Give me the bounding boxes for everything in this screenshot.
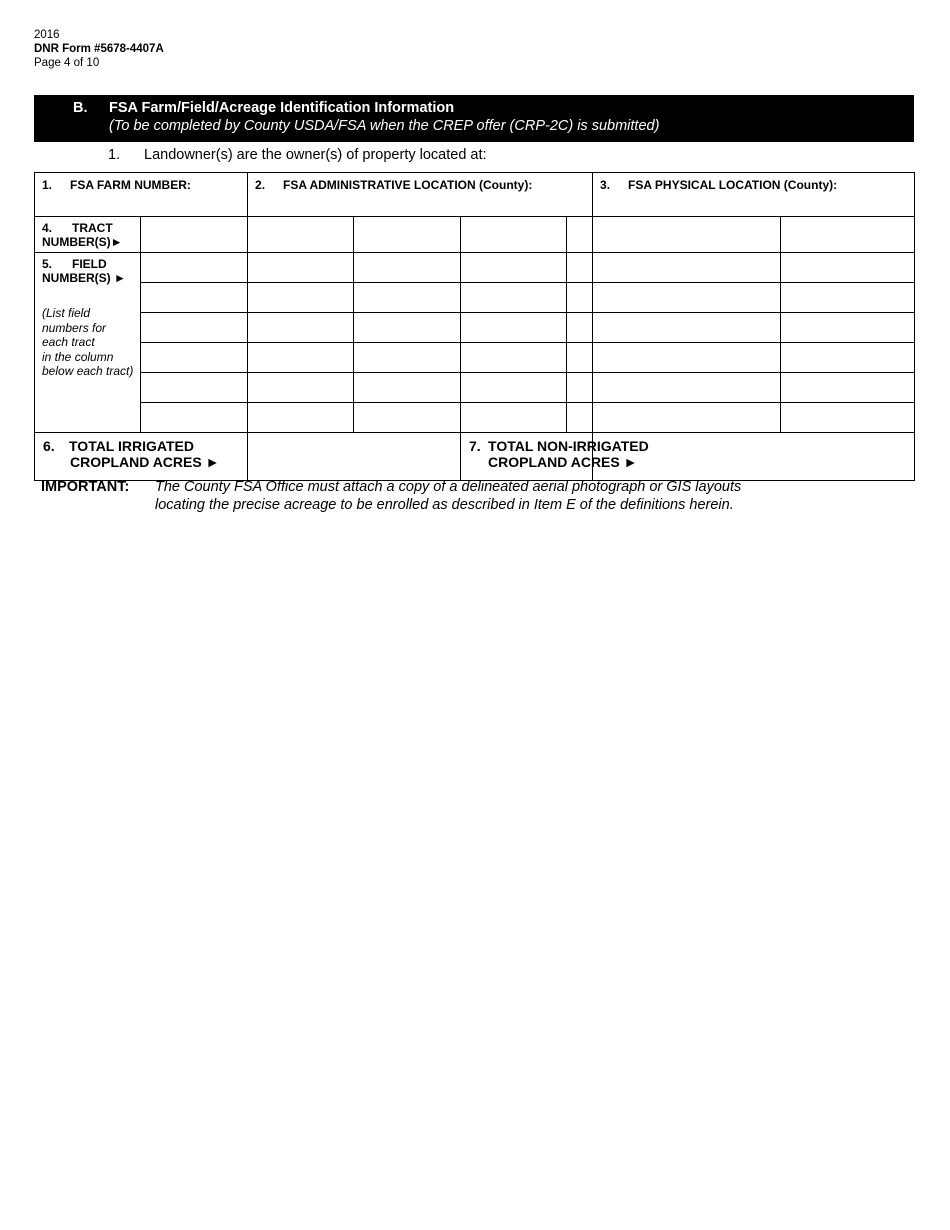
total-non-irrigated-label: 7. TOTAL NON-IRRIGATED CROPLAND ACRES ►	[461, 433, 593, 481]
total-irrigated-label: 6. TOTAL IRRIGATED CROPLAND ACRES ►	[35, 433, 248, 481]
field-cell[interactable]	[248, 373, 354, 403]
section-subtitle: (To be completed by County USDA/FSA when the CREP offer (CRP-2C) is submitted)	[109, 118, 660, 134]
field-cell[interactable]	[593, 403, 781, 433]
field-cell[interactable]	[248, 343, 354, 373]
total-irrigated-input[interactable]	[248, 433, 461, 481]
form-header	[34, 28, 164, 70]
field-cell[interactable]	[248, 313, 354, 343]
field-cell[interactable]	[354, 313, 461, 343]
tract-number-label: 4. TRACT NUMBER(S)►	[35, 217, 141, 253]
important-label: IMPORTANT:	[41, 479, 130, 495]
field-cell[interactable]	[141, 373, 248, 403]
field-cell[interactable]	[781, 253, 915, 283]
field-number-label: 5. FIELD NUMBER(S) ► (List field numbers for each tract in the column below each tract)	[35, 253, 141, 433]
field-cell[interactable]	[248, 253, 354, 283]
field-cell[interactable]	[141, 403, 248, 433]
field-cell[interactable]	[593, 253, 781, 283]
physical-location-num: 3.	[600, 178, 611, 192]
form-year: 2016	[34, 29, 60, 41]
field-cell[interactable]	[461, 253, 567, 283]
important-line-2: locating the precise acreage to be enrolled as described in Item E of the definitions herein.	[155, 497, 734, 513]
field-cell[interactable]	[354, 283, 461, 313]
field-cell[interactable]	[567, 403, 593, 433]
farm-number-label: FSA FARM NUMBER:	[70, 178, 191, 192]
field-cell[interactable]	[593, 373, 781, 403]
field-cell[interactable]	[141, 253, 248, 283]
field-cell[interactable]	[354, 343, 461, 373]
admin-location-field[interactable]	[248, 173, 593, 217]
section-title: FSA Farm/Field/Acreage Identification Information	[109, 100, 455, 116]
field-cell[interactable]	[781, 343, 915, 373]
physical-location-label: FSA PHYSICAL LOCATION (County):	[628, 178, 838, 192]
field-cell[interactable]	[461, 313, 567, 343]
tract-cell-5[interactable]	[567, 217, 593, 253]
field-cell[interactable]	[567, 343, 593, 373]
farm-number-num: 1.	[42, 178, 53, 192]
important-line-1: The County FSA Office must attach a copy of a delineated aerial photograph or GIS layouts	[155, 479, 742, 495]
field-cell[interactable]	[567, 313, 593, 343]
field-cell[interactable]	[593, 283, 781, 313]
landowner-number: 1.	[108, 147, 121, 163]
field-cell[interactable]	[461, 403, 567, 433]
field-cell[interactable]	[593, 343, 781, 373]
field-cell[interactable]	[461, 283, 567, 313]
tract-cell-1[interactable]	[141, 217, 248, 253]
field-cell[interactable]	[567, 283, 593, 313]
field-cell[interactable]	[354, 403, 461, 433]
page-number: Page 4 of 10	[34, 57, 100, 69]
field-cell[interactable]	[593, 313, 781, 343]
tract-cell-2[interactable]	[248, 217, 354, 253]
landowner-text: Landowner(s) are the owner(s) of property located at:	[144, 147, 487, 163]
field-number-note: (List field numbers for each tract in the column below each tract)	[42, 306, 134, 378]
field-cell[interactable]	[248, 283, 354, 313]
field-cell[interactable]	[141, 313, 248, 343]
landowner-statement	[108, 147, 487, 163]
admin-location-label: FSA ADMINISTRATIVE LOCATION (County):	[283, 178, 533, 192]
field-cell[interactable]	[141, 283, 248, 313]
tract-cell-3[interactable]	[354, 217, 461, 253]
physical-location-field[interactable]	[593, 173, 915, 217]
field-cell[interactable]	[567, 253, 593, 283]
tract-cell-6[interactable]	[593, 217, 781, 253]
field-cell[interactable]	[461, 373, 567, 403]
field-cell[interactable]	[781, 403, 915, 433]
field-cell[interactable]	[354, 373, 461, 403]
field-cell[interactable]	[141, 343, 248, 373]
section-b-header	[34, 95, 914, 142]
tract-cell-4[interactable]	[461, 217, 567, 253]
field-cell[interactable]	[567, 373, 593, 403]
field-cell[interactable]	[461, 343, 567, 373]
field-cell[interactable]	[781, 313, 915, 343]
field-cell[interactable]	[781, 373, 915, 403]
farm-number-field[interactable]	[35, 173, 248, 217]
section-letter: B.	[73, 100, 88, 116]
fsa-identification-table	[34, 172, 915, 481]
field-cell[interactable]	[781, 283, 915, 313]
field-cell[interactable]	[354, 253, 461, 283]
important-note	[41, 478, 741, 514]
admin-location-num: 2.	[255, 178, 266, 192]
field-cell[interactable]	[248, 403, 354, 433]
form-id: DNR Form #5678-4407A	[34, 43, 164, 55]
tract-cell-7[interactable]	[781, 217, 915, 253]
